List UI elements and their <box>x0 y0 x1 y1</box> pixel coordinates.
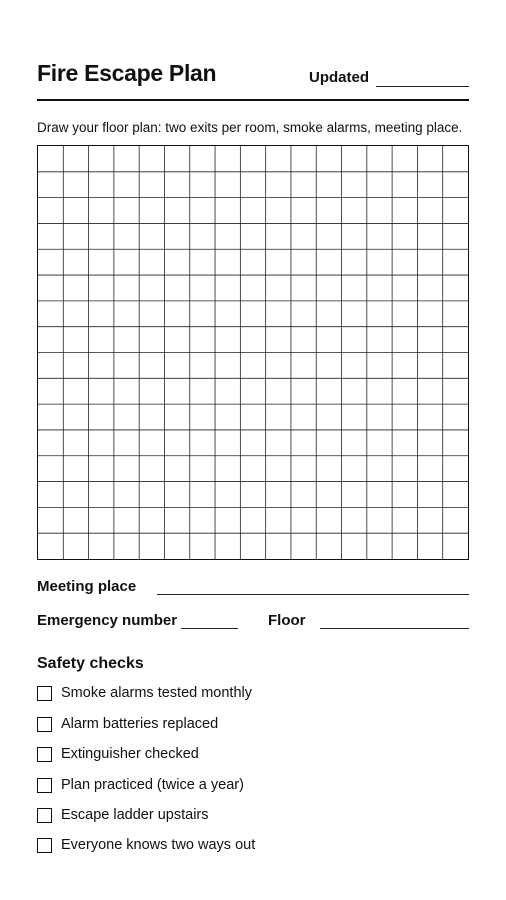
safety-check-item[interactable] <box>37 683 252 703</box>
instructions-text: Draw your floor plan: two exits per room, smoke alarms, meeting place. <box>37 120 463 135</box>
safety-check-label: Plan practiced (twice a year) <box>61 777 244 793</box>
safety-check-item[interactable] <box>37 714 218 734</box>
checkbox[interactable] <box>37 686 52 701</box>
safety-check-label: Escape ladder upstairs <box>61 807 209 823</box>
floor-label: Floor <box>268 612 306 629</box>
page-title: Fire Escape Plan <box>37 60 217 86</box>
updated-field[interactable] <box>376 86 469 87</box>
grid-lines <box>38 146 468 559</box>
safety-check-item[interactable] <box>37 835 255 855</box>
meeting-place-field[interactable] <box>157 594 469 595</box>
safety-check-item[interactable] <box>37 744 199 764</box>
meeting-place-label: Meeting place <box>37 578 137 595</box>
safety-check-label: Smoke alarms tested monthly <box>61 685 252 701</box>
safety-check-label: Everyone knows two ways out <box>61 837 256 853</box>
safety-check-label: Alarm batteries replaced <box>61 716 219 732</box>
floor-plan-grid[interactable] <box>37 145 469 560</box>
checkbox[interactable] <box>37 747 52 762</box>
emergency-number-label: Emergency number <box>37 612 178 629</box>
emergency-number-field[interactable] <box>181 628 238 629</box>
checkbox[interactable] <box>37 808 52 823</box>
safety-check-item[interactable] <box>37 805 209 825</box>
safety-checks-heading: Safety checks <box>37 655 144 672</box>
updated-label: Updated <box>309 69 369 86</box>
checkbox[interactable] <box>37 778 52 793</box>
checkbox[interactable] <box>37 838 52 853</box>
floor-field[interactable] <box>320 628 469 629</box>
safety-check-item[interactable] <box>37 775 244 795</box>
safety-check-label: Extinguisher checked <box>61 746 199 762</box>
checkbox[interactable] <box>37 717 52 732</box>
header-divider <box>37 99 469 101</box>
